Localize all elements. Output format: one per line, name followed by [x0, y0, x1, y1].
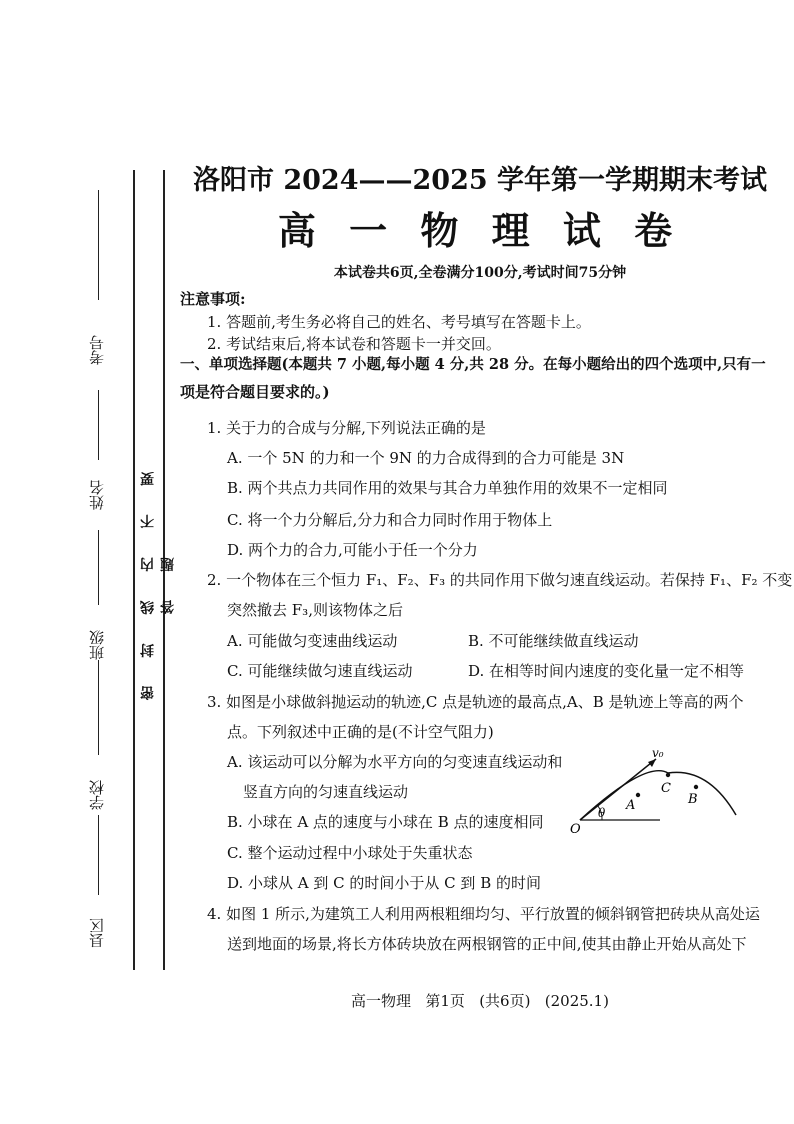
q3-option-a-line1: A. 该运动可以分解为水平方向的匀变速直线运动和 — [227, 753, 563, 771]
exam-number-line — [98, 190, 99, 300]
q3-stem-line2: 点。下列叙述中正确的是(不计空气阻力) — [227, 723, 494, 741]
q3-option-b: B. 小球在 A 点的速度与小球在 B 点的速度相同 — [227, 813, 544, 831]
section-heading-line1: 一、单项选择题(本题共 7 小题,每小题 4 分,共 28 分。在每小题给出的四个选项中,只有一 — [180, 356, 766, 373]
q3-option-c: C. 整个运动过程中小球处于失重状态 — [227, 844, 473, 862]
exam-info: 本试卷共6页,全卷满分100分,考试时间75分钟 — [333, 265, 627, 281]
label-a: A — [626, 798, 636, 813]
label-b: B — [688, 792, 698, 807]
school-label: 学校 — [88, 780, 106, 810]
binding-line-outer — [133, 170, 135, 970]
name-line — [98, 390, 99, 460]
district-label: 县区 — [88, 918, 106, 948]
q1-option-b: B. 两个共点力共同作用的效果与其合力单独作用的效果不一定相同 — [227, 479, 668, 497]
subject-title: 高 一 物 理 试 卷 — [277, 208, 683, 253]
q3-option-a-line2: 竖直方向的匀速直线运动 — [243, 783, 409, 801]
notice-item-1: 1. 答题前,考生务必将自己的姓名、考号填写在答题卡上。 — [207, 313, 591, 331]
school-field[interactable] — [88, 660, 118, 810]
label-theta: θ — [598, 806, 606, 820]
seal-notice: 密 封 线 内 不 要 答 题 — [140, 459, 176, 701]
class-line — [98, 530, 99, 605]
q1-stem: 1. 关于力的合成与分解,下列说法正确的是 — [207, 419, 486, 437]
q3-stem-line1: 3. 如图是小球做斜抛运动的轨迹,C 点是轨迹的最高点,A、B 是轨迹上等高的两个 — [207, 693, 744, 711]
exam-number-field[interactable] — [88, 190, 118, 380]
school-line — [98, 660, 99, 755]
exam-title: 洛阳市 2024——2025 学年第一学期期末考试 — [192, 165, 768, 196]
class-label: 班级 — [88, 630, 106, 660]
class-field[interactable] — [88, 530, 118, 660]
q1-option-c: C. 将一个力分解后,分力和合力同时作用于物体上 — [227, 511, 553, 529]
label-o: O — [570, 822, 581, 837]
velocity-arrowhead — [648, 759, 656, 767]
q3-option-d: D. 小球从 A 到 C 的时间小于从 C 到 B 的时间 — [227, 874, 541, 892]
point-c — [666, 773, 670, 777]
q2-option-c: C. 可能继续做匀速直线运动 — [227, 662, 413, 680]
district-line — [98, 815, 99, 895]
name-field[interactable] — [88, 390, 118, 530]
district-field[interactable] — [88, 815, 118, 948]
q2-stem-line2: 突然撤去 F₃,则该物体之后 — [227, 601, 403, 619]
q1-option-d: D. 两个力的合力,可能小于任一个分力 — [227, 541, 478, 559]
q2-option-d: D. 在相等时间内速度的变化量一定不相等 — [468, 662, 745, 680]
q1-option-a: A. 一个 5N 的力和一个 9N 的力合成得到的合力可能是 3N — [227, 449, 625, 467]
q4-stem-line2: 送到地面的场景,将长方体砖块放在两根钢管的正中间,使其由静止开始从高处下 — [227, 935, 747, 953]
q2-stem-line1: 2. 一个物体在三个恒力 F₁、F₂、F₃ 的共同作用下做匀速直线运动。若保持 F₁、F₂ 不变 — [207, 571, 793, 589]
label-v0: v₀ — [652, 746, 664, 760]
projectile-diagram — [568, 745, 758, 840]
q2-option-b: B. 不可能继续做直线运动 — [468, 632, 639, 650]
section-heading-line2: 项是符合题目要求的。) — [180, 383, 330, 401]
name-label: 姓名 — [88, 480, 106, 510]
q2-option-a: A. 可能做匀变速曲线运动 — [227, 632, 398, 650]
point-b — [694, 785, 698, 789]
point-a — [636, 793, 640, 797]
page-footer: 高一物理 第1页 (共6页) (2025.1) — [351, 992, 609, 1010]
q4-stem-line1: 4. 如图 1 所示,为建筑工人利用两根粗细均匀、平行放置的倾斜钢管把砖块从高处运 — [207, 905, 760, 923]
notice-heading: 注意事项: — [180, 290, 246, 308]
label-c: C — [661, 781, 671, 796]
exam-number-label: 考号 — [88, 335, 106, 365]
notice-item-2: 2. 考试结束后,将本试卷和答题卡一并交回。 — [207, 335, 501, 353]
velocity-arrow — [580, 759, 656, 820]
